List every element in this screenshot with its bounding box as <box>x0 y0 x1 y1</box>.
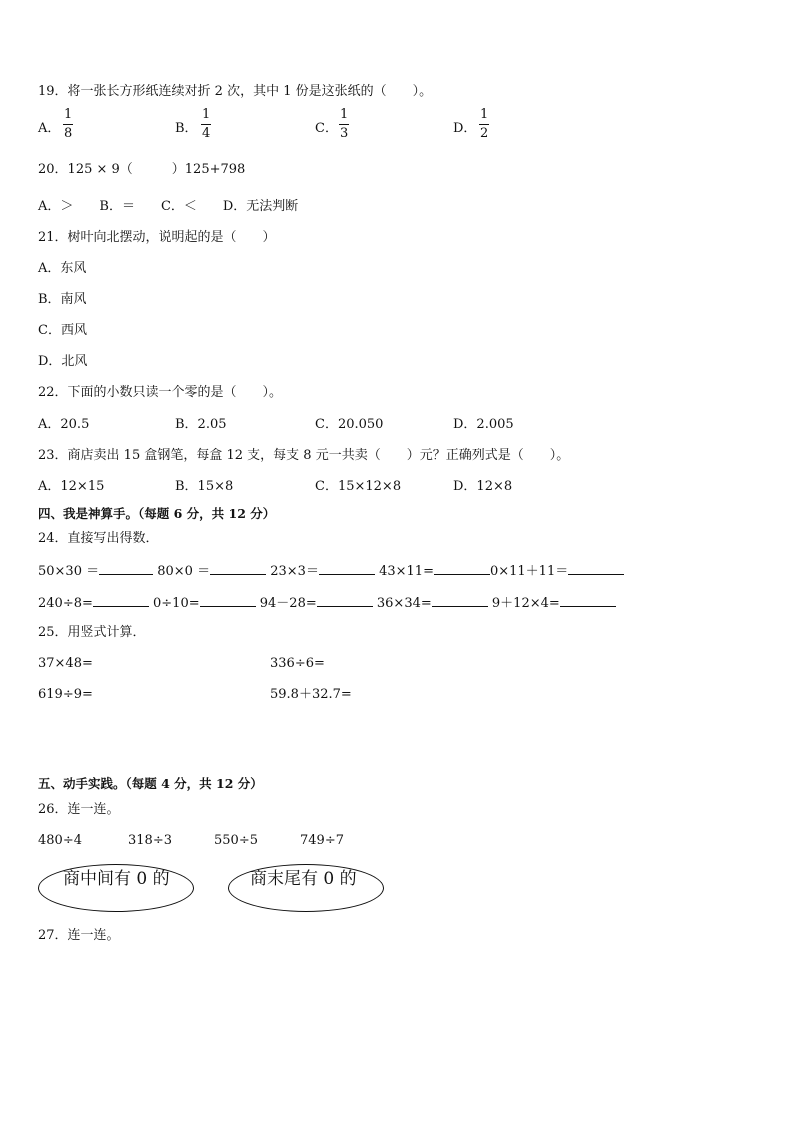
fraction-bar <box>339 124 349 125</box>
q19-option-d-label[interactable]: D． <box>453 121 477 136</box>
q22-option-b[interactable]: B．2.05 <box>175 417 227 432</box>
q24-r1-expr-4: 43×11= <box>379 564 434 579</box>
q21-option-a[interactable]: A．东风 <box>38 261 87 276</box>
q26-expression-1[interactable]: 480÷4 <box>38 833 82 848</box>
q19-option-b-label[interactable]: B． <box>175 121 198 136</box>
q25-item-1: 37×48= <box>38 656 93 671</box>
q24-r1-answer-5[interactable] <box>568 562 624 575</box>
q24-r1-answer-4[interactable] <box>434 562 490 575</box>
q19-option-a-fraction <box>63 108 73 141</box>
q24-r1-expr-3: 23×3＝ <box>270 564 319 579</box>
q22-stem: 22．下面的小数只读一个零的是（ ）。 <box>38 385 283 400</box>
q19-option-c-denominator: 3 <box>340 126 349 141</box>
q21-option-b[interactable]: B．南风 <box>38 292 87 307</box>
q24-r2-expr-5: 9＋12×4= <box>491 596 560 611</box>
q19-stem: 19．将一张长方形纸连续对折 2 次，其中 1 份是这张纸的（ ）。 <box>38 84 433 99</box>
q24-r2-answer-4[interactable] <box>432 594 488 607</box>
q23-stem: 23．商店卖出 15 盒钢笔，每盒 12 支，每支 8 元一共卖（ ）元？正确列式是（ ）。 <box>38 448 570 463</box>
q24-row-1 <box>38 562 624 580</box>
q23-option-b[interactable]: B．15×8 <box>175 479 234 494</box>
q20-stem: 20．125 × 9（ ）125+798 <box>38 162 246 177</box>
q24-r2-answer-3[interactable] <box>317 594 373 607</box>
q19-option-a-denominator: 8 <box>64 126 73 141</box>
q26-expression-3[interactable]: 550÷5 <box>214 833 258 848</box>
q24-r2-expr-1: 240÷8= <box>38 596 93 611</box>
section-5-title: 五、动手实践。（每题 4 分，共 12 分） <box>38 776 263 791</box>
q19-option-c-numerator: 1 <box>340 107 349 122</box>
q21-option-d[interactable]: D．北风 <box>38 354 88 369</box>
q27-stem: 27．连一连。 <box>38 928 120 943</box>
fraction-bar <box>479 124 489 125</box>
q24-r1-answer-3[interactable] <box>319 562 375 575</box>
q24-r1-answer-2[interactable] <box>210 562 266 575</box>
q26-expression-2[interactable]: 318÷3 <box>128 833 172 848</box>
q24-r2-answer-1[interactable] <box>93 594 149 607</box>
q21-stem: 21．树叶向北摆动，说明起的是（ ） <box>38 230 276 245</box>
q24-r2-expr-3: 94－28= <box>259 596 317 611</box>
q24-r1-expr-1: 50×30 ＝ <box>38 564 100 579</box>
fraction-bar <box>201 124 211 125</box>
q25-item-4: 59.8＋32.7= <box>270 687 352 702</box>
q19-option-a-label[interactable]: A． <box>38 121 61 136</box>
q19-option-d-fraction <box>479 108 489 141</box>
q26-ellipse-middle-zero-label: 商中间有 0 的 <box>63 869 170 889</box>
q19-option-c-fraction <box>339 108 349 141</box>
q19-option-c-label[interactable]: C． <box>315 121 338 136</box>
q25-item-3: 619÷9= <box>38 687 93 702</box>
q23-option-d[interactable]: D．12×8 <box>453 479 513 494</box>
q24-row-2 <box>38 594 616 612</box>
q25-stem: 25．用竖式计算． <box>38 625 146 640</box>
q24-r2-expr-2: 0÷10= <box>153 596 200 611</box>
q19-option-b-numerator: 1 <box>202 107 211 122</box>
fraction-bar <box>63 124 73 125</box>
q21-option-c[interactable]: C．西风 <box>38 323 87 338</box>
q24-r2-answer-5[interactable] <box>560 594 616 607</box>
q24-stem: 24．直接写出得数． <box>38 531 159 546</box>
q26-stem: 26．连一连。 <box>38 802 120 817</box>
q24-r2-expr-4: 36×34= <box>376 596 432 611</box>
q19-option-d-numerator: 1 <box>480 107 489 122</box>
q24-r2-answer-2[interactable] <box>200 594 256 607</box>
q19-option-a-numerator: 1 <box>64 107 73 122</box>
q26-expression-4[interactable]: 749÷7 <box>300 833 344 848</box>
q24-r1-answer-1[interactable] <box>99 562 153 575</box>
q20-options[interactable]: A．＞ B．＝ C．＜ D．无法判断 <box>38 199 299 214</box>
q25-item-2: 336÷6= <box>270 656 325 671</box>
q22-option-c[interactable]: C．20.050 <box>315 417 384 432</box>
q22-option-d[interactable]: D．2.005 <box>453 417 514 432</box>
section-4-title: 四、我是神算手。（每题 6 分，共 12 分） <box>38 506 276 521</box>
q19-option-b-denominator: 4 <box>202 126 211 141</box>
q24-r1-expr-5: 0×11＋11＝ <box>489 564 569 579</box>
q24-r1-expr-2: 80×0 ＝ <box>157 564 211 579</box>
q19-option-b-fraction <box>201 108 211 141</box>
q26-ellipse-end-zero-label: 商末尾有 0 的 <box>250 869 357 889</box>
q23-option-c[interactable]: C．15×12×8 <box>315 479 402 494</box>
q22-option-a[interactable]: A．20.5 <box>38 417 90 432</box>
q23-option-a[interactable]: A．12×15 <box>38 479 105 494</box>
q19-option-d-denominator: 2 <box>480 126 489 141</box>
